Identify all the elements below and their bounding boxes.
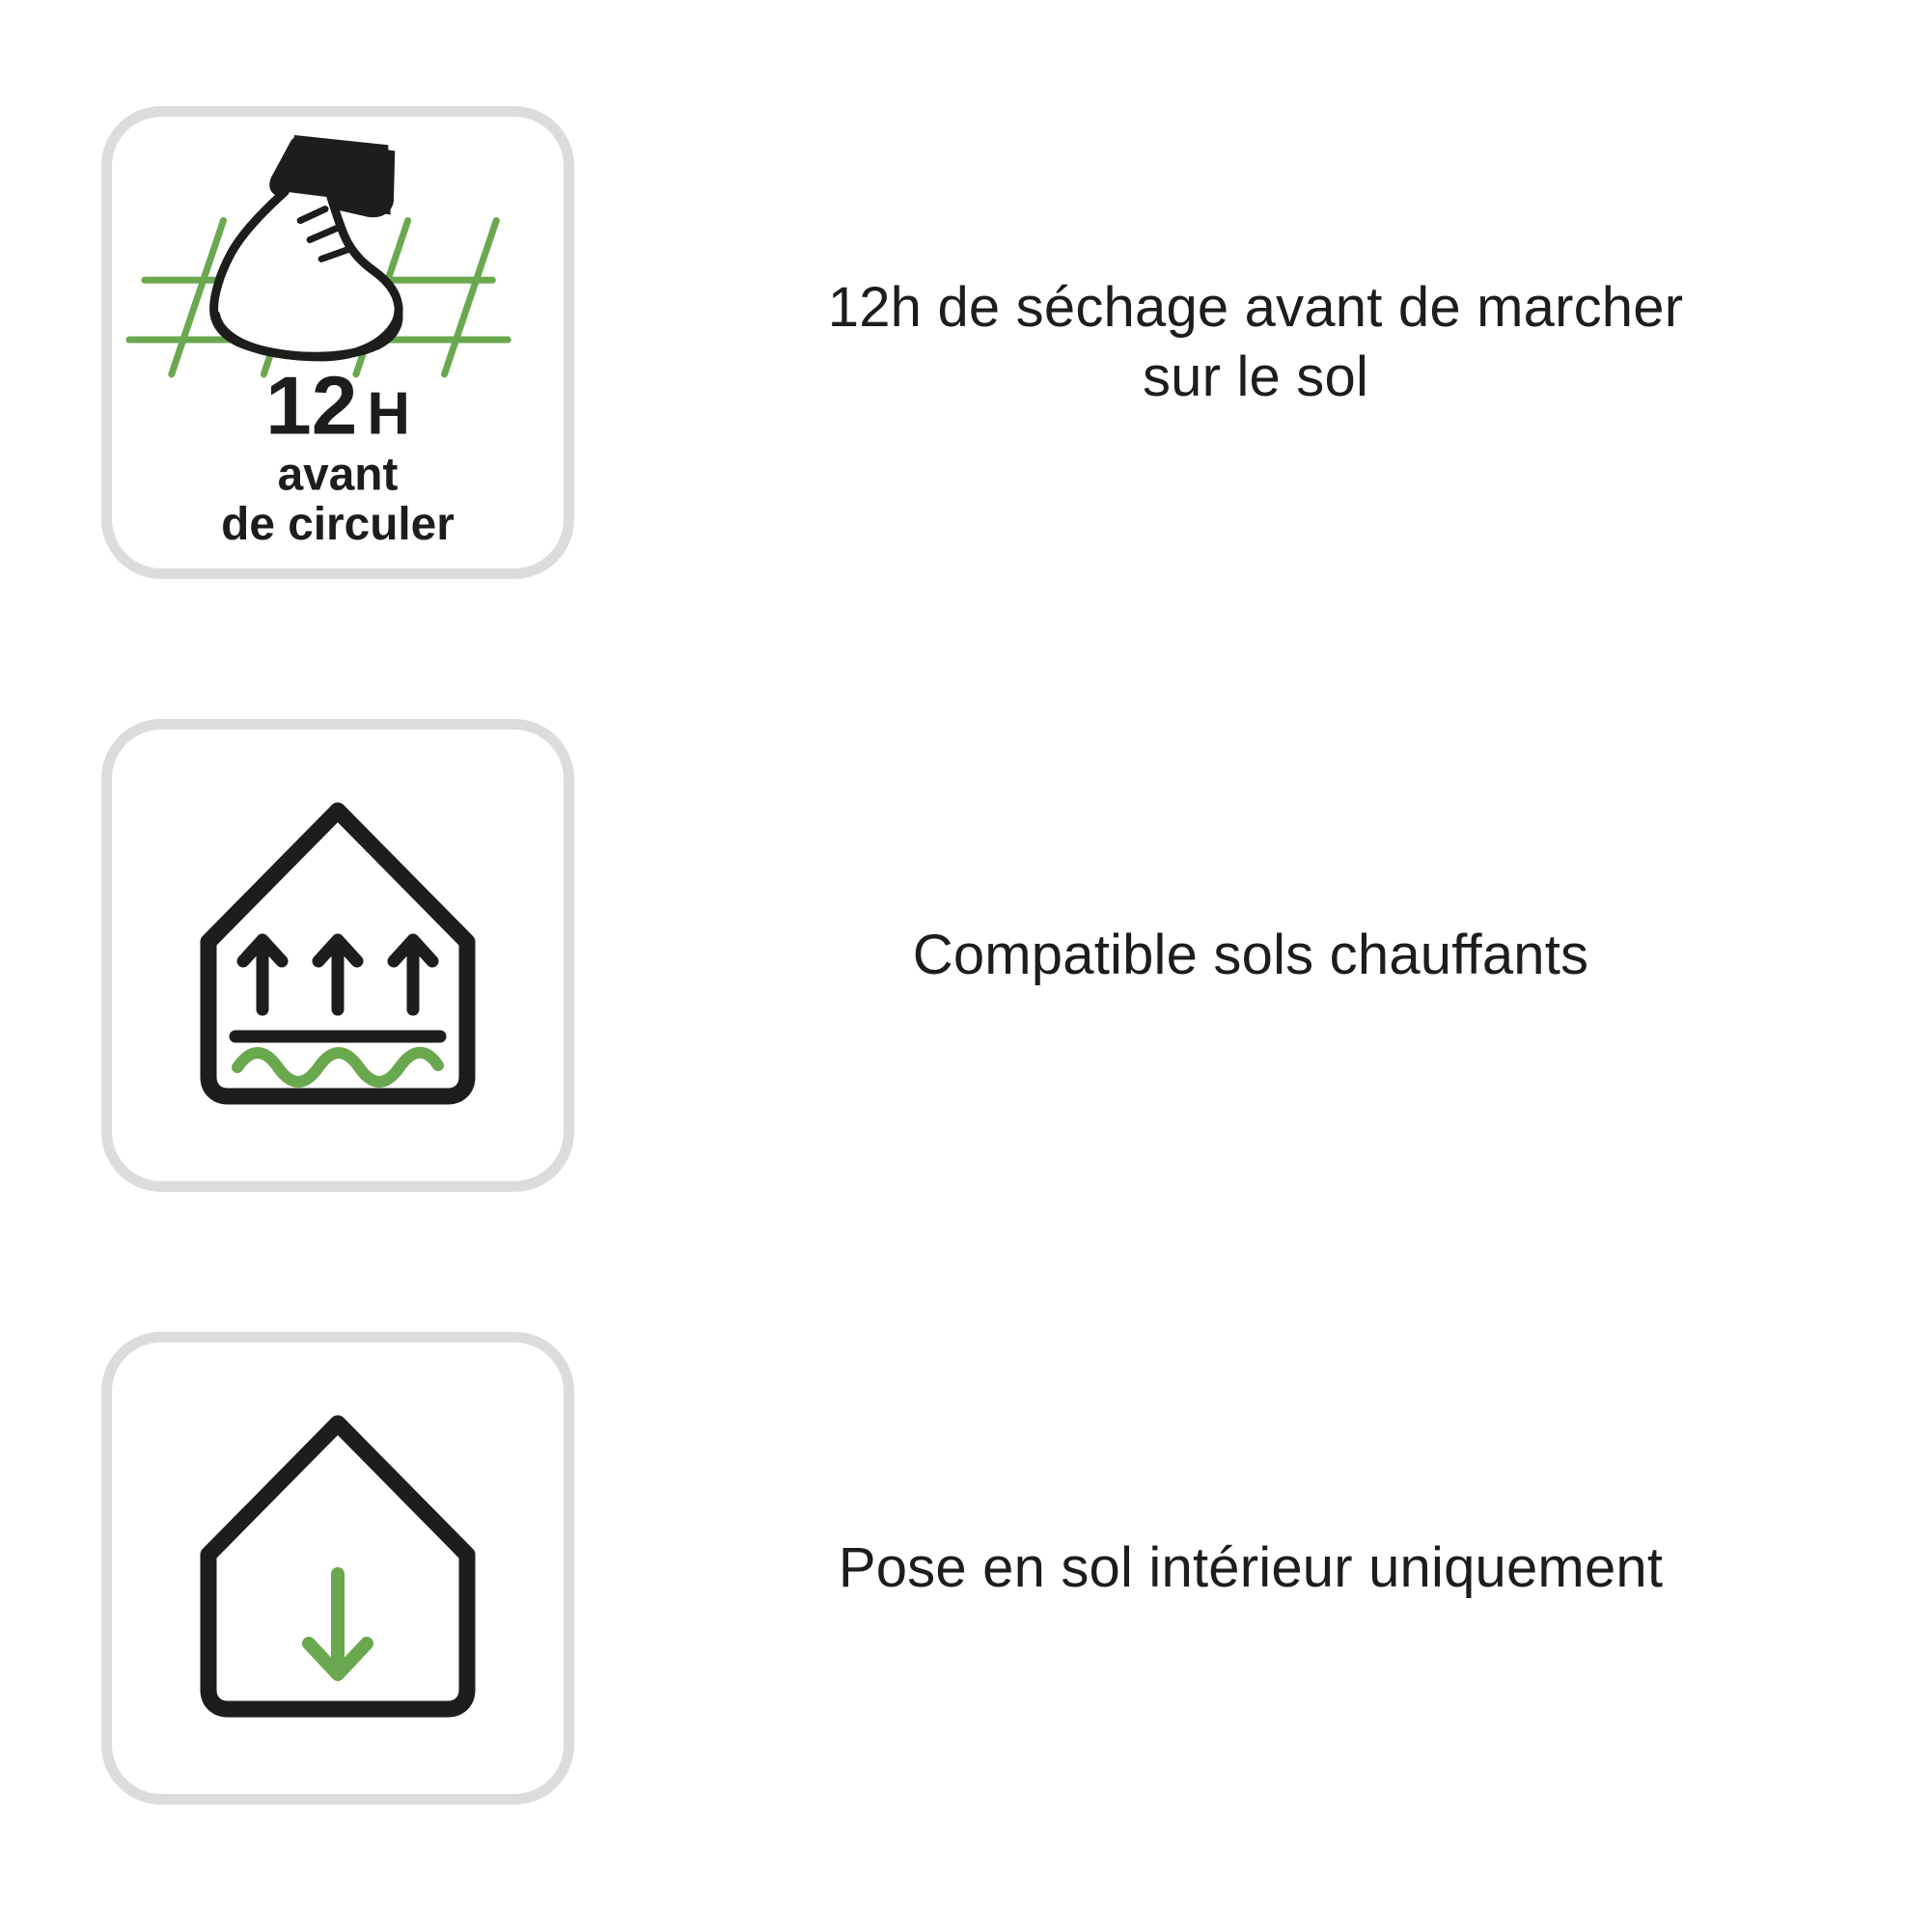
feature-row (0, 101, 1932, 584)
house-underfloor-heating-icon (101, 719, 574, 1192)
feature-text-container (676, 921, 1932, 991)
feature-icon-container (0, 106, 676, 579)
svg-text:12H: 12 H (265, 359, 410, 453)
feature-text-container (676, 1533, 1932, 1604)
feature-description: Compatible sols chauffants (912, 923, 1589, 986)
shoe-walking-on-tiles-icon (101, 106, 574, 579)
feature-text-container (676, 273, 1932, 413)
feature-icon-container (0, 1332, 676, 1805)
feature-row (0, 1327, 1932, 1809)
svg-text:de circuler: de circuler (221, 499, 455, 551)
feature-description: Pose en sol intérieur uniquement (838, 1535, 1664, 1599)
feature-row (0, 714, 1932, 1197)
house-indoor-floor-only-icon (101, 1332, 574, 1805)
svg-text:avant: avant (277, 449, 399, 501)
feature-icon-container (0, 719, 676, 1192)
feature-description: 12h de séchage avant de marcher sur le sol (827, 275, 1684, 408)
